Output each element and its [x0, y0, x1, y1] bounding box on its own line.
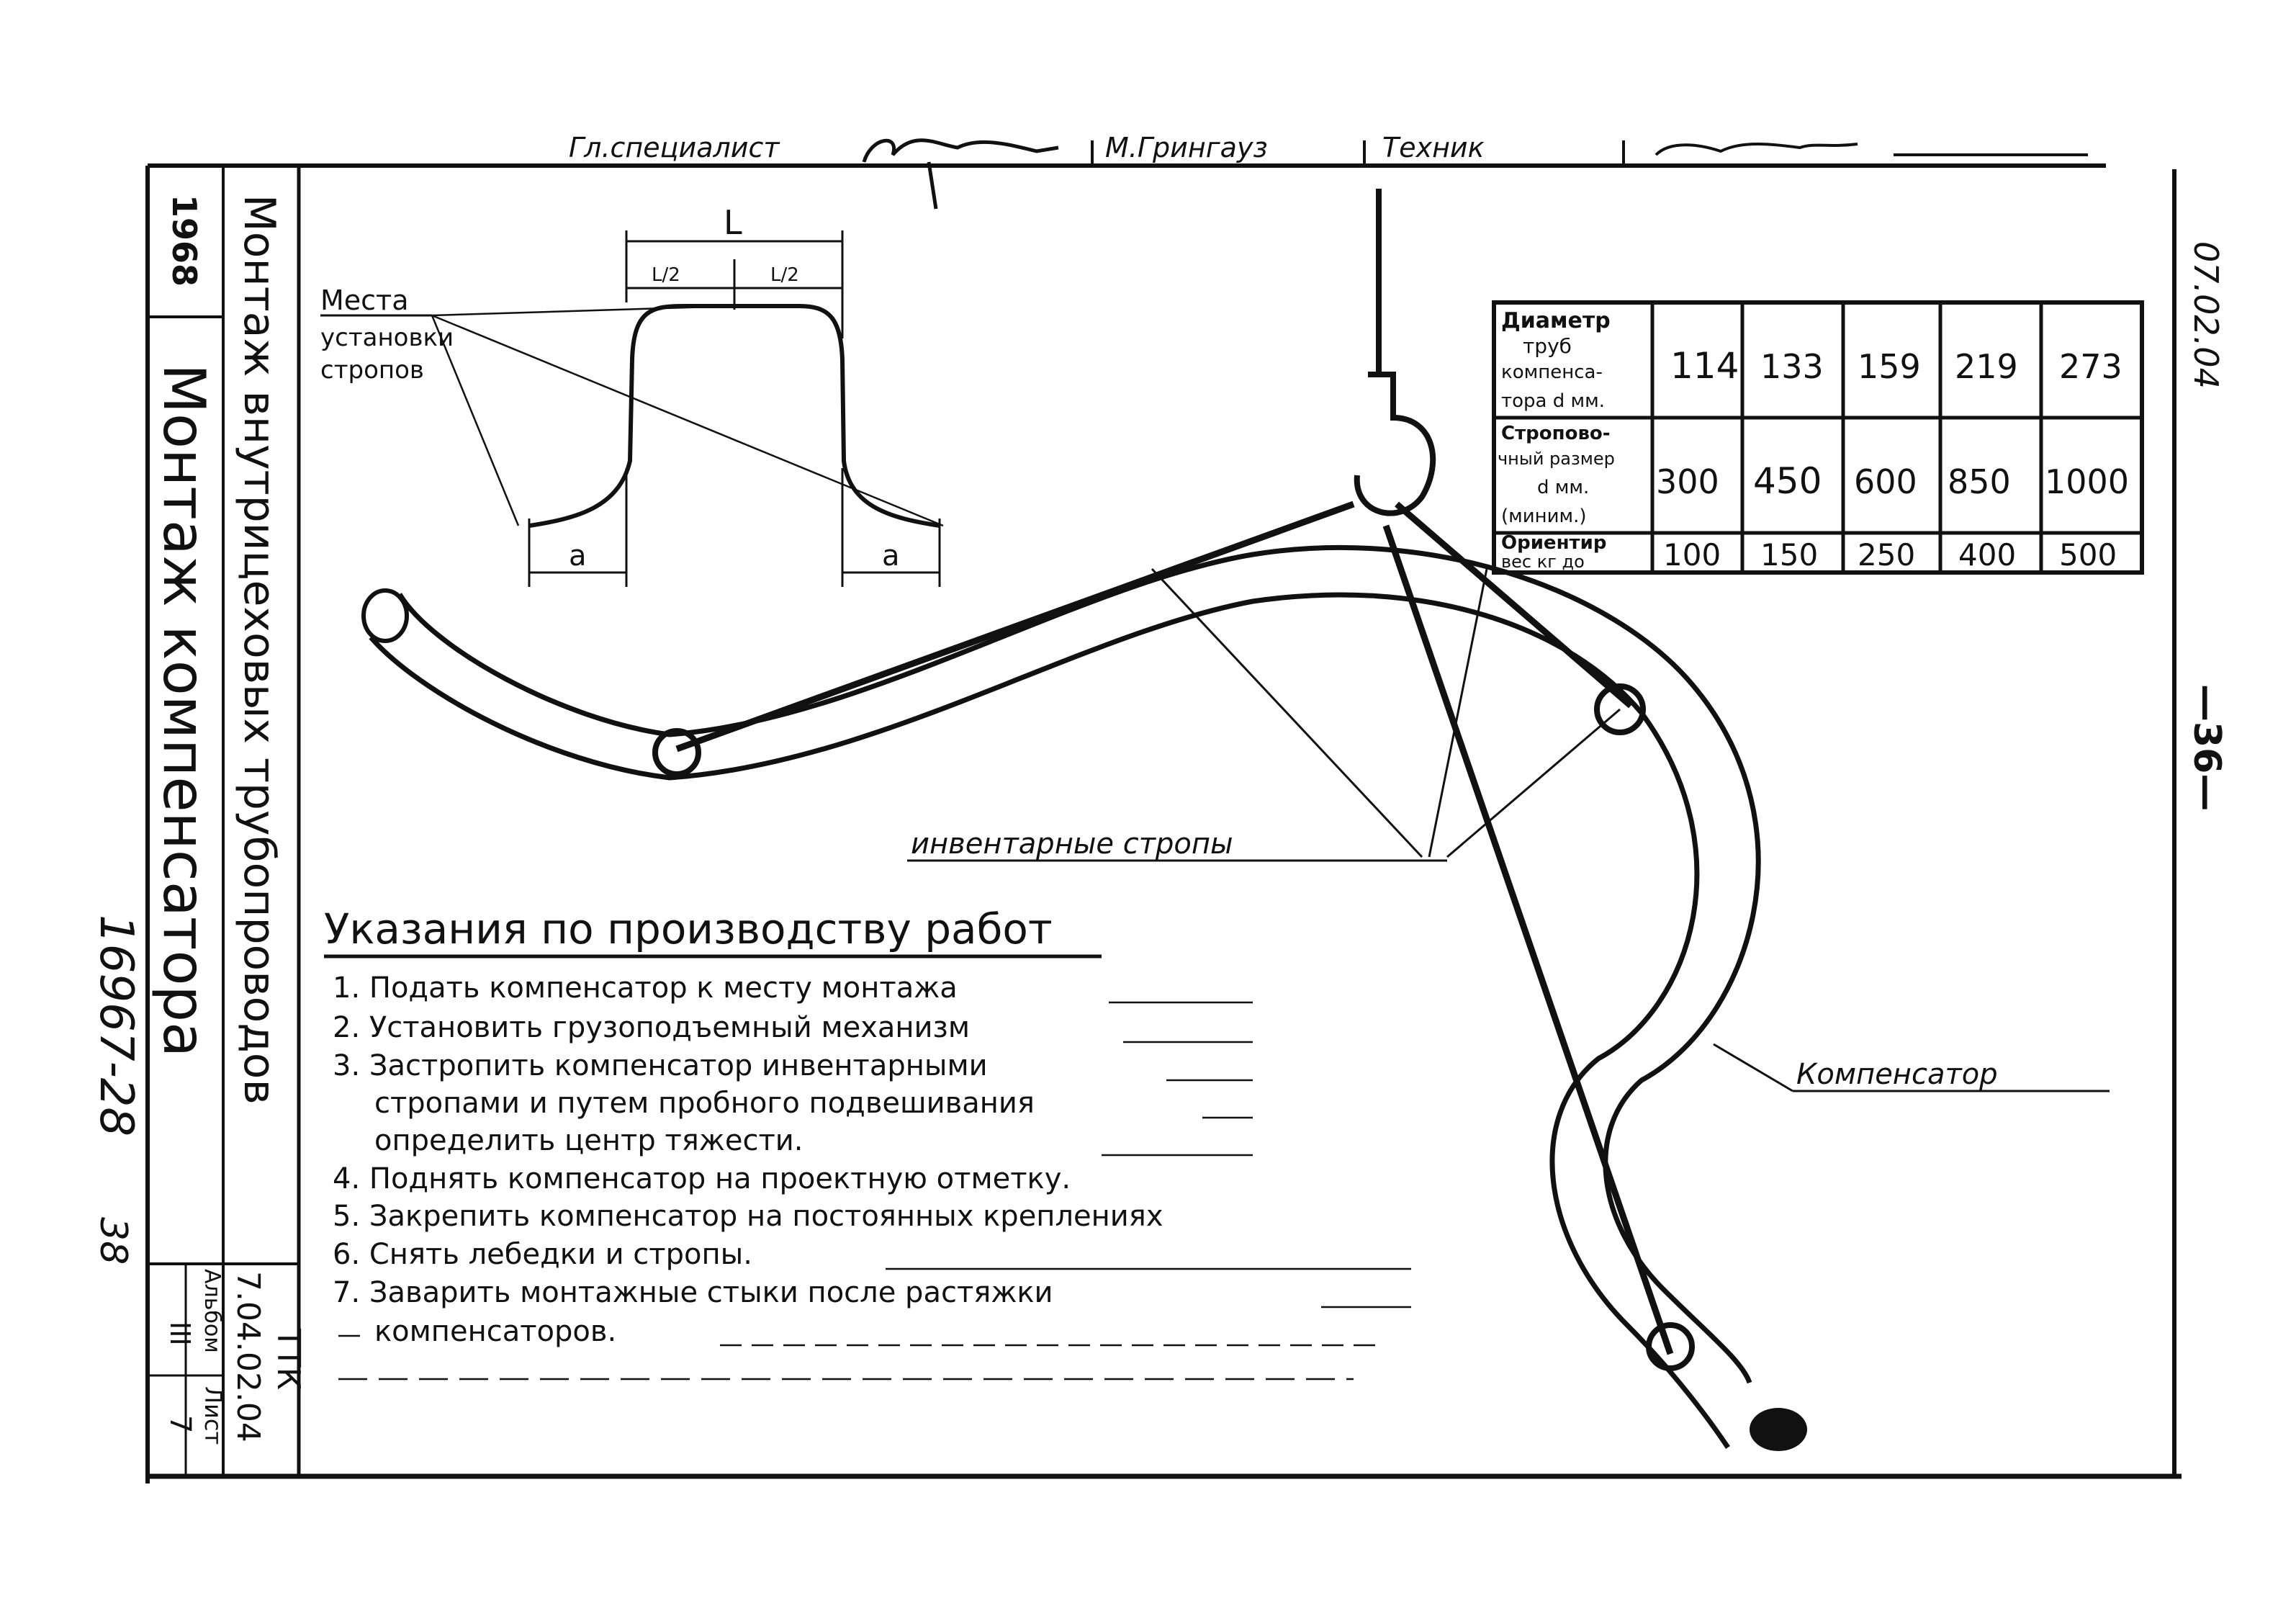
- instruction-line: 1. Подать компенсатор к месту монтажа: [333, 971, 958, 1005]
- instruction-line: 4. Поднять компенсатор на проектную отметку.: [333, 1162, 1071, 1195]
- instructions-title: Указания по производству работ: [324, 904, 1053, 953]
- sketch-outline: [529, 306, 940, 526]
- table-header-cell: Ориентир: [1501, 532, 1607, 554]
- table-header-cell: (миним.): [1501, 506, 1587, 527]
- main-title: Монтаж компенсатора: [150, 364, 217, 1058]
- dim-L: L: [724, 203, 742, 242]
- table-header-cell: тора d мм.: [1501, 390, 1606, 412]
- places-label-3: стропов: [320, 356, 424, 385]
- page-number: —36—: [2185, 684, 2228, 812]
- dim-a-left: a: [569, 539, 587, 573]
- table-cell: 150: [1760, 537, 1819, 573]
- table-cell: 159: [1858, 347, 1921, 386]
- table-cell: 1000: [2045, 462, 2130, 501]
- table-cell: 850: [1948, 462, 2011, 501]
- table-cell: 273: [2059, 347, 2122, 386]
- instruction-line: 7. Заварить монтажные стыки после растяжки: [333, 1276, 1053, 1309]
- dim-L-half-2: L/2: [770, 264, 799, 286]
- table-header-cell: труб: [1523, 334, 1572, 358]
- instruction-line: определить центр тяжести.: [374, 1124, 803, 1157]
- places-label-2: установки: [320, 323, 454, 352]
- instruction-line: 5. Закрепить компенсатор на постоянных креплениях: [333, 1200, 1163, 1233]
- stamp-role-1: Гл.специалист: [569, 132, 780, 163]
- instruction-line: компенсаторов.: [374, 1315, 617, 1348]
- table-cell: 400: [1958, 537, 2017, 573]
- table-header-cell: Стропово-: [1501, 423, 1611, 444]
- drawing-code: 16967-28: [89, 915, 143, 1137]
- places-label-1: Места: [320, 284, 409, 316]
- outer-title: Монтаж внутрицеховых трубопроводов: [234, 194, 284, 1105]
- compensator-label: Компенсатор: [1796, 1058, 1998, 1091]
- table-header-cell: чный размер: [1498, 449, 1615, 469]
- instruction-line: стропами и путем пробного подвешивания: [374, 1087, 1035, 1120]
- top-stamp: [569, 132, 2088, 209]
- side-column: [89, 194, 307, 1445]
- dim-L-half-1: L/2: [652, 264, 680, 286]
- slings-label: инвентарные стропы: [911, 827, 1233, 861]
- pipe-end-right: [1750, 1408, 1807, 1451]
- table-cell: 300: [1656, 462, 1719, 501]
- table-cell: 100: [1663, 537, 1721, 573]
- pipe-table: [1494, 302, 2142, 573]
- sling-left: [677, 504, 1354, 749]
- year: 1968: [165, 194, 204, 287]
- page-small: 38: [91, 1217, 135, 1265]
- stamp-role-2: Техник: [1382, 132, 1485, 163]
- table-cell: 600: [1854, 462, 1917, 501]
- table-cell: 133: [1760, 347, 1824, 386]
- album-label: Альбом: [199, 1269, 225, 1353]
- table-cell: 250: [1858, 537, 1916, 573]
- album-value: III: [164, 1321, 196, 1346]
- sling-loop-left: [655, 731, 698, 774]
- right-edge: [2185, 241, 2228, 811]
- instructions: [324, 904, 1411, 1379]
- doc-code-1: ТТК: [270, 1329, 307, 1390]
- instruction-line: 6. Снять лебедки и стропы.: [333, 1238, 752, 1271]
- compensator-sketch: [320, 203, 943, 587]
- signature-1: [864, 140, 1058, 209]
- stamp-name-1: М.Грингауз: [1105, 132, 1268, 163]
- table-cell: 500: [2059, 537, 2117, 573]
- table-cell: 114: [1670, 345, 1739, 387]
- table-header-cell: компенса-: [1501, 362, 1603, 383]
- crane-hook: [1357, 374, 1433, 513]
- table-cell: 219: [1955, 347, 2018, 386]
- table-header-cell: d мм.: [1537, 477, 1590, 498]
- sling-down: [1386, 526, 1670, 1354]
- table-cell: 450: [1753, 460, 1822, 502]
- sheet-value: 7: [163, 1415, 197, 1434]
- sheet-label: Лист: [199, 1386, 227, 1445]
- dim-a-right: a: [882, 539, 900, 573]
- pipe-end-left: [364, 591, 407, 641]
- instruction-line: 2. Установить грузоподъемный механизм: [333, 1011, 970, 1044]
- table-header-cell: вес кг до: [1501, 552, 1585, 572]
- table-header-cell: Диаметр: [1501, 308, 1611, 333]
- right-code: 07.02.04: [2187, 241, 2225, 389]
- signature-2: [1656, 144, 2088, 155]
- doc-code-2: 7.04.02.04: [230, 1271, 266, 1442]
- instruction-line: 3. Застропить компенсатор инвентарными: [333, 1049, 988, 1082]
